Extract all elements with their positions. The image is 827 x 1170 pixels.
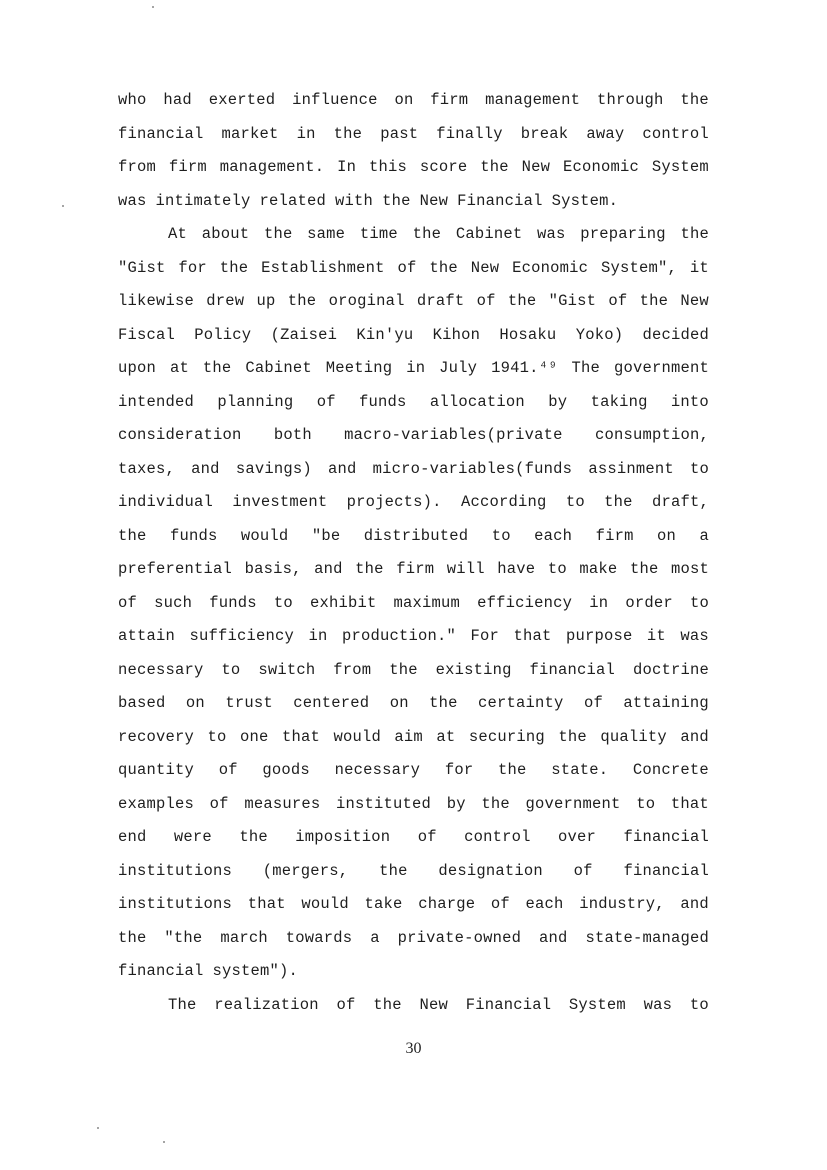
text-line: financial system"). xyxy=(118,962,299,980)
text-line: the funds would "be distributed to each firm on a xyxy=(118,526,709,545)
text-line: Fiscal Policy (Zaisei Kin'yu Kihon Hosaku Yoko) decided xyxy=(118,325,709,344)
text-line: "Gist for the Establishment of the New Economic System", it xyxy=(118,258,709,277)
text-line: intended planning of funds allocation by taking into xyxy=(118,392,709,411)
text-line: the "the march towards a private-owned and state-managed xyxy=(118,928,709,947)
scan-speck xyxy=(163,1141,165,1143)
text-line: financial market in the past finally break away control xyxy=(118,124,709,143)
text-line: consideration both macro-variables(private consumption, xyxy=(118,426,709,444)
text-line: from firm management. In this score the New Economic System xyxy=(118,158,709,176)
text-line: likewise drew up the oroginal draft of the "Gist of the New xyxy=(118,292,709,310)
page-number: 30 xyxy=(405,1040,422,1057)
body-text xyxy=(118,86,718,1024)
text-line: who had exerted influence on firm management through the xyxy=(118,91,709,109)
text-line: quantity of goods necessary for the state. Concrete xyxy=(118,761,709,779)
text-line: recovery to one that would aim at securing the quality and xyxy=(118,727,709,746)
text-line: of such funds to exhibit maximum efficiency in order to xyxy=(118,593,709,612)
text-line: necessary to switch from the existing financial doctrine xyxy=(118,660,709,679)
text-line: attain sufficiency in production." For that purpose it was xyxy=(118,627,709,645)
scan-speck xyxy=(62,205,64,207)
text-line: examples of measures instituted by the government to that xyxy=(118,794,709,813)
text-line: upon at the Cabinet Meeting in July 1941.⁴⁹ The government xyxy=(118,359,709,377)
text-line: institutions that would take charge of each industry, and xyxy=(118,895,709,913)
scan-speck xyxy=(97,1127,99,1129)
text-line: At about the same time the Cabinet was preparing the xyxy=(168,225,709,243)
text-line: individual investment projects). According to the draft, xyxy=(118,493,709,511)
text-line: preferential basis, and the firm will have to make the most xyxy=(118,560,709,578)
text-line: The realization of the New Financial System was to xyxy=(168,995,709,1014)
scan-speck xyxy=(152,6,154,8)
text-line: taxes, and savings) and micro-variables(funds assinment to xyxy=(118,459,709,478)
text-line: institutions (mergers, the designation of financial xyxy=(118,861,709,880)
text-line: based on trust centered on the certainty of attaining xyxy=(118,694,709,712)
text-line: was intimately related with the New Financial System. xyxy=(118,191,619,210)
text-line: end were the imposition of control over financial xyxy=(118,828,709,846)
